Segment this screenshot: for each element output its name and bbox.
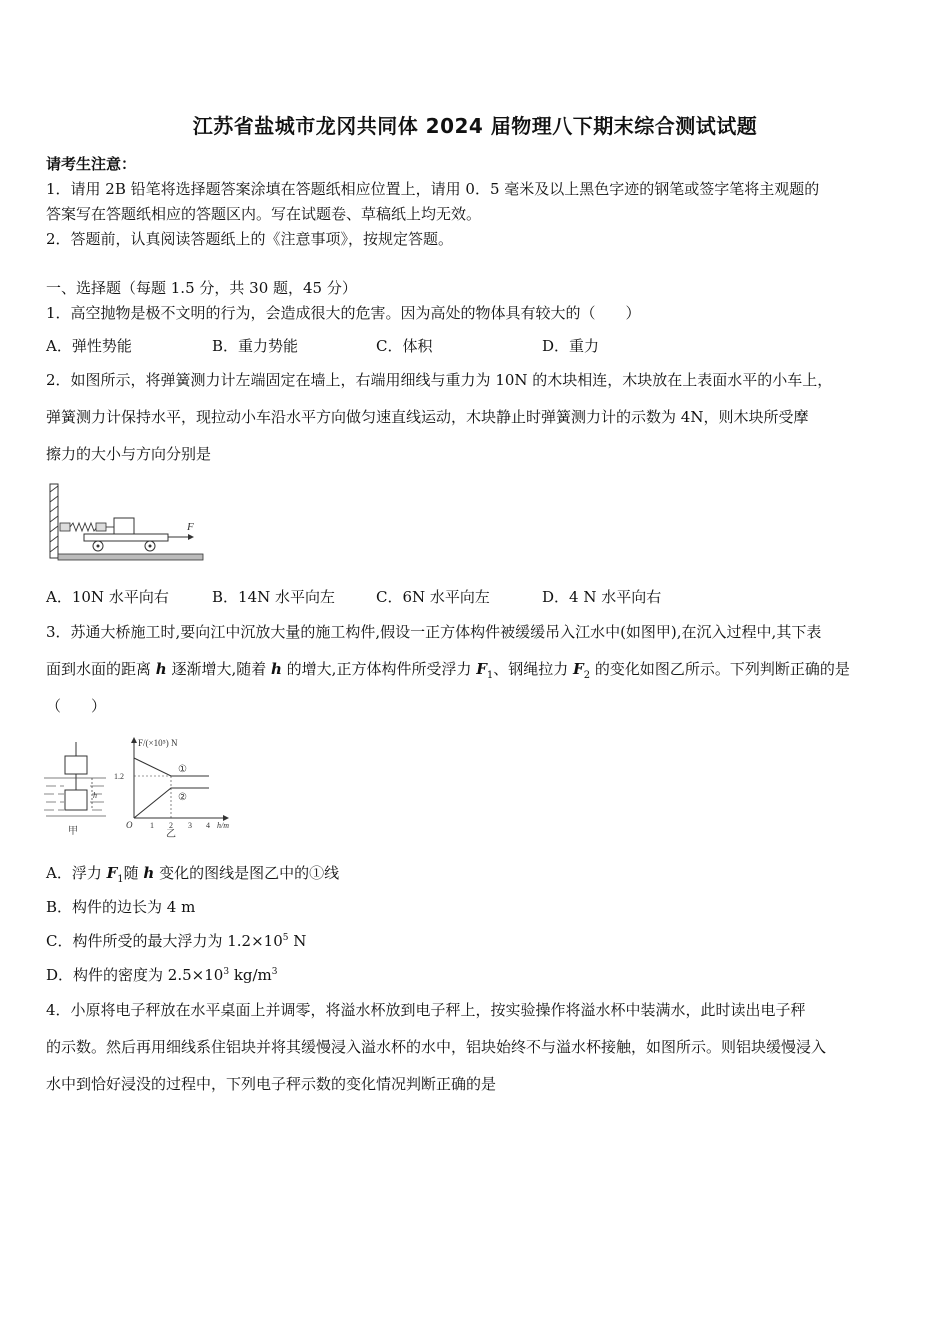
q4-line1: 4．小原将电子秤放在水平桌面上并调零，将溢水杯放到电子秤上，按实验操作将溢水杯中装满水，此时读出电子秤 xyxy=(46,1001,806,1019)
q3-figure-yi-graph xyxy=(114,734,242,838)
force-label-f: F xyxy=(187,521,194,533)
q2-option-b: B．14N 水平向左 xyxy=(212,588,336,606)
notice-item1-line1: 1．请用 2B 铅笔将选择题答案涂填在答题纸相应位置上，请用 0．5 毫米及以上黑色字迹的钢笔或签字笔将主观题的 xyxy=(46,180,820,198)
section1-heading: 一、选择题（每题 1.5 分，共 30 题，45 分） xyxy=(46,279,357,297)
q1-option-b: B．重力势能 xyxy=(212,337,299,355)
wooden-block xyxy=(114,518,134,534)
q2-line3: 擦力的大小与方向分别是 xyxy=(46,445,212,463)
q4-line3: 水中到恰好浸没的过程中，下列电子秤示数的变化情况判断正确的是 xyxy=(46,1075,497,1093)
q2-options xyxy=(46,586,661,607)
curve-2-label: ② xyxy=(178,792,187,803)
q2-option-a: A．10N 水平向右 xyxy=(46,588,169,606)
q1-option-d: D．重力 xyxy=(542,337,600,355)
figure-label-yi: 乙 xyxy=(166,829,176,838)
q3-line2: 面到水面的距离 h 逐渐增大,随着 h 的增大,正方体构件所受浮力 $F_1$、钢绳拉力 $F_2$ 的变化如图乙所示。下列判断正确的是 xyxy=(46,660,850,681)
q2-option-d: D．4 N 水平向右 xyxy=(542,588,662,606)
q3-option-b: B．构件的边长为 4 m xyxy=(46,898,196,916)
spring-scale xyxy=(60,523,114,531)
q1-stem: 1．高空抛物是极不文明的行为，会造成很大的危害。因为高处的物体具有较大的（ ） xyxy=(46,304,641,322)
q3-line1: 3．苏通大桥施工时,要向江中沉放大量的施工构件,假设一正方体构件被缓缓吊入江水中(如图甲),在沉入过程中,其下表 xyxy=(46,623,822,641)
curve-2 xyxy=(134,788,209,818)
notice-item1-line2: 答案写在答题纸相应的答题区内。写在试题卷、草稿纸上均无效。 xyxy=(46,205,482,223)
notice-heading: 请考生注意： xyxy=(46,155,137,173)
q3-option-a: A．浮力 $F_1$随 h 变化的图线是图乙中的①线 xyxy=(46,864,340,885)
x-axis-label: h/m xyxy=(217,821,229,830)
cart xyxy=(84,534,194,551)
ground xyxy=(58,554,203,560)
q4-line2: 的示数。然后再用细线系住铝块并将其缓慢浸入溢水杯的水中，铝块始终不与溢水杯接触，如图所示。则铝块缓慢浸入 xyxy=(46,1038,827,1056)
q2-line1: 2．如图所示，将弹簧测力计左端固定在墙上，右端用细线与重力为 10N 的木块相连，木块放在上表面水平的小车上， xyxy=(46,371,833,389)
q1-option-c: C．体积 xyxy=(376,337,433,355)
page-title: 江苏省盐城市龙冈共同体 2024 届物理八下期末综合测试试题 xyxy=(192,114,758,138)
cube-submerged xyxy=(65,790,87,810)
q2-option-c: C．6N 水平向左 xyxy=(376,588,490,606)
x-tick-2: 2 xyxy=(169,821,173,830)
depth-label-h: h xyxy=(93,791,97,800)
q1-option-a: A．弹性势能 xyxy=(46,337,132,355)
origin-label: O xyxy=(126,820,133,830)
cube-above xyxy=(65,756,87,774)
figure-label-jia: 甲 xyxy=(68,826,78,837)
x-tick-4: 4 xyxy=(206,821,210,830)
q3-figure-jia xyxy=(42,742,110,838)
wall xyxy=(50,484,58,558)
y-tick-1-2: 1.2 xyxy=(114,772,124,781)
notice-item2: 2．答题前，认真阅读答题纸上的《注意事项》，按规定答题。 xyxy=(46,230,454,248)
y-axis-label: F/(×10⁵) N xyxy=(138,738,178,748)
q3-line3: （ ） xyxy=(46,697,107,715)
x-tick-3: 3 xyxy=(188,821,192,830)
x-tick-1: 1 xyxy=(150,821,154,830)
curve-1-label: ① xyxy=(178,764,187,775)
q2-line2: 弹簧测力计保持水平，现拉动小车沿水平方向做匀速直线运动，木块静止时弹簧测力计的示数为 4N，则木块所受摩 xyxy=(46,408,809,426)
q1-options xyxy=(46,335,599,356)
curve-1 xyxy=(134,758,209,776)
q3-option-c: C．构件所受的最大浮力为 $1.2\times 10^5$ N xyxy=(46,932,307,950)
q3-option-d: D．构件的密度为 $2.5\times 10^3$ $kg/m^3$ xyxy=(46,966,278,984)
q2-spring-cart-figure xyxy=(48,482,208,564)
